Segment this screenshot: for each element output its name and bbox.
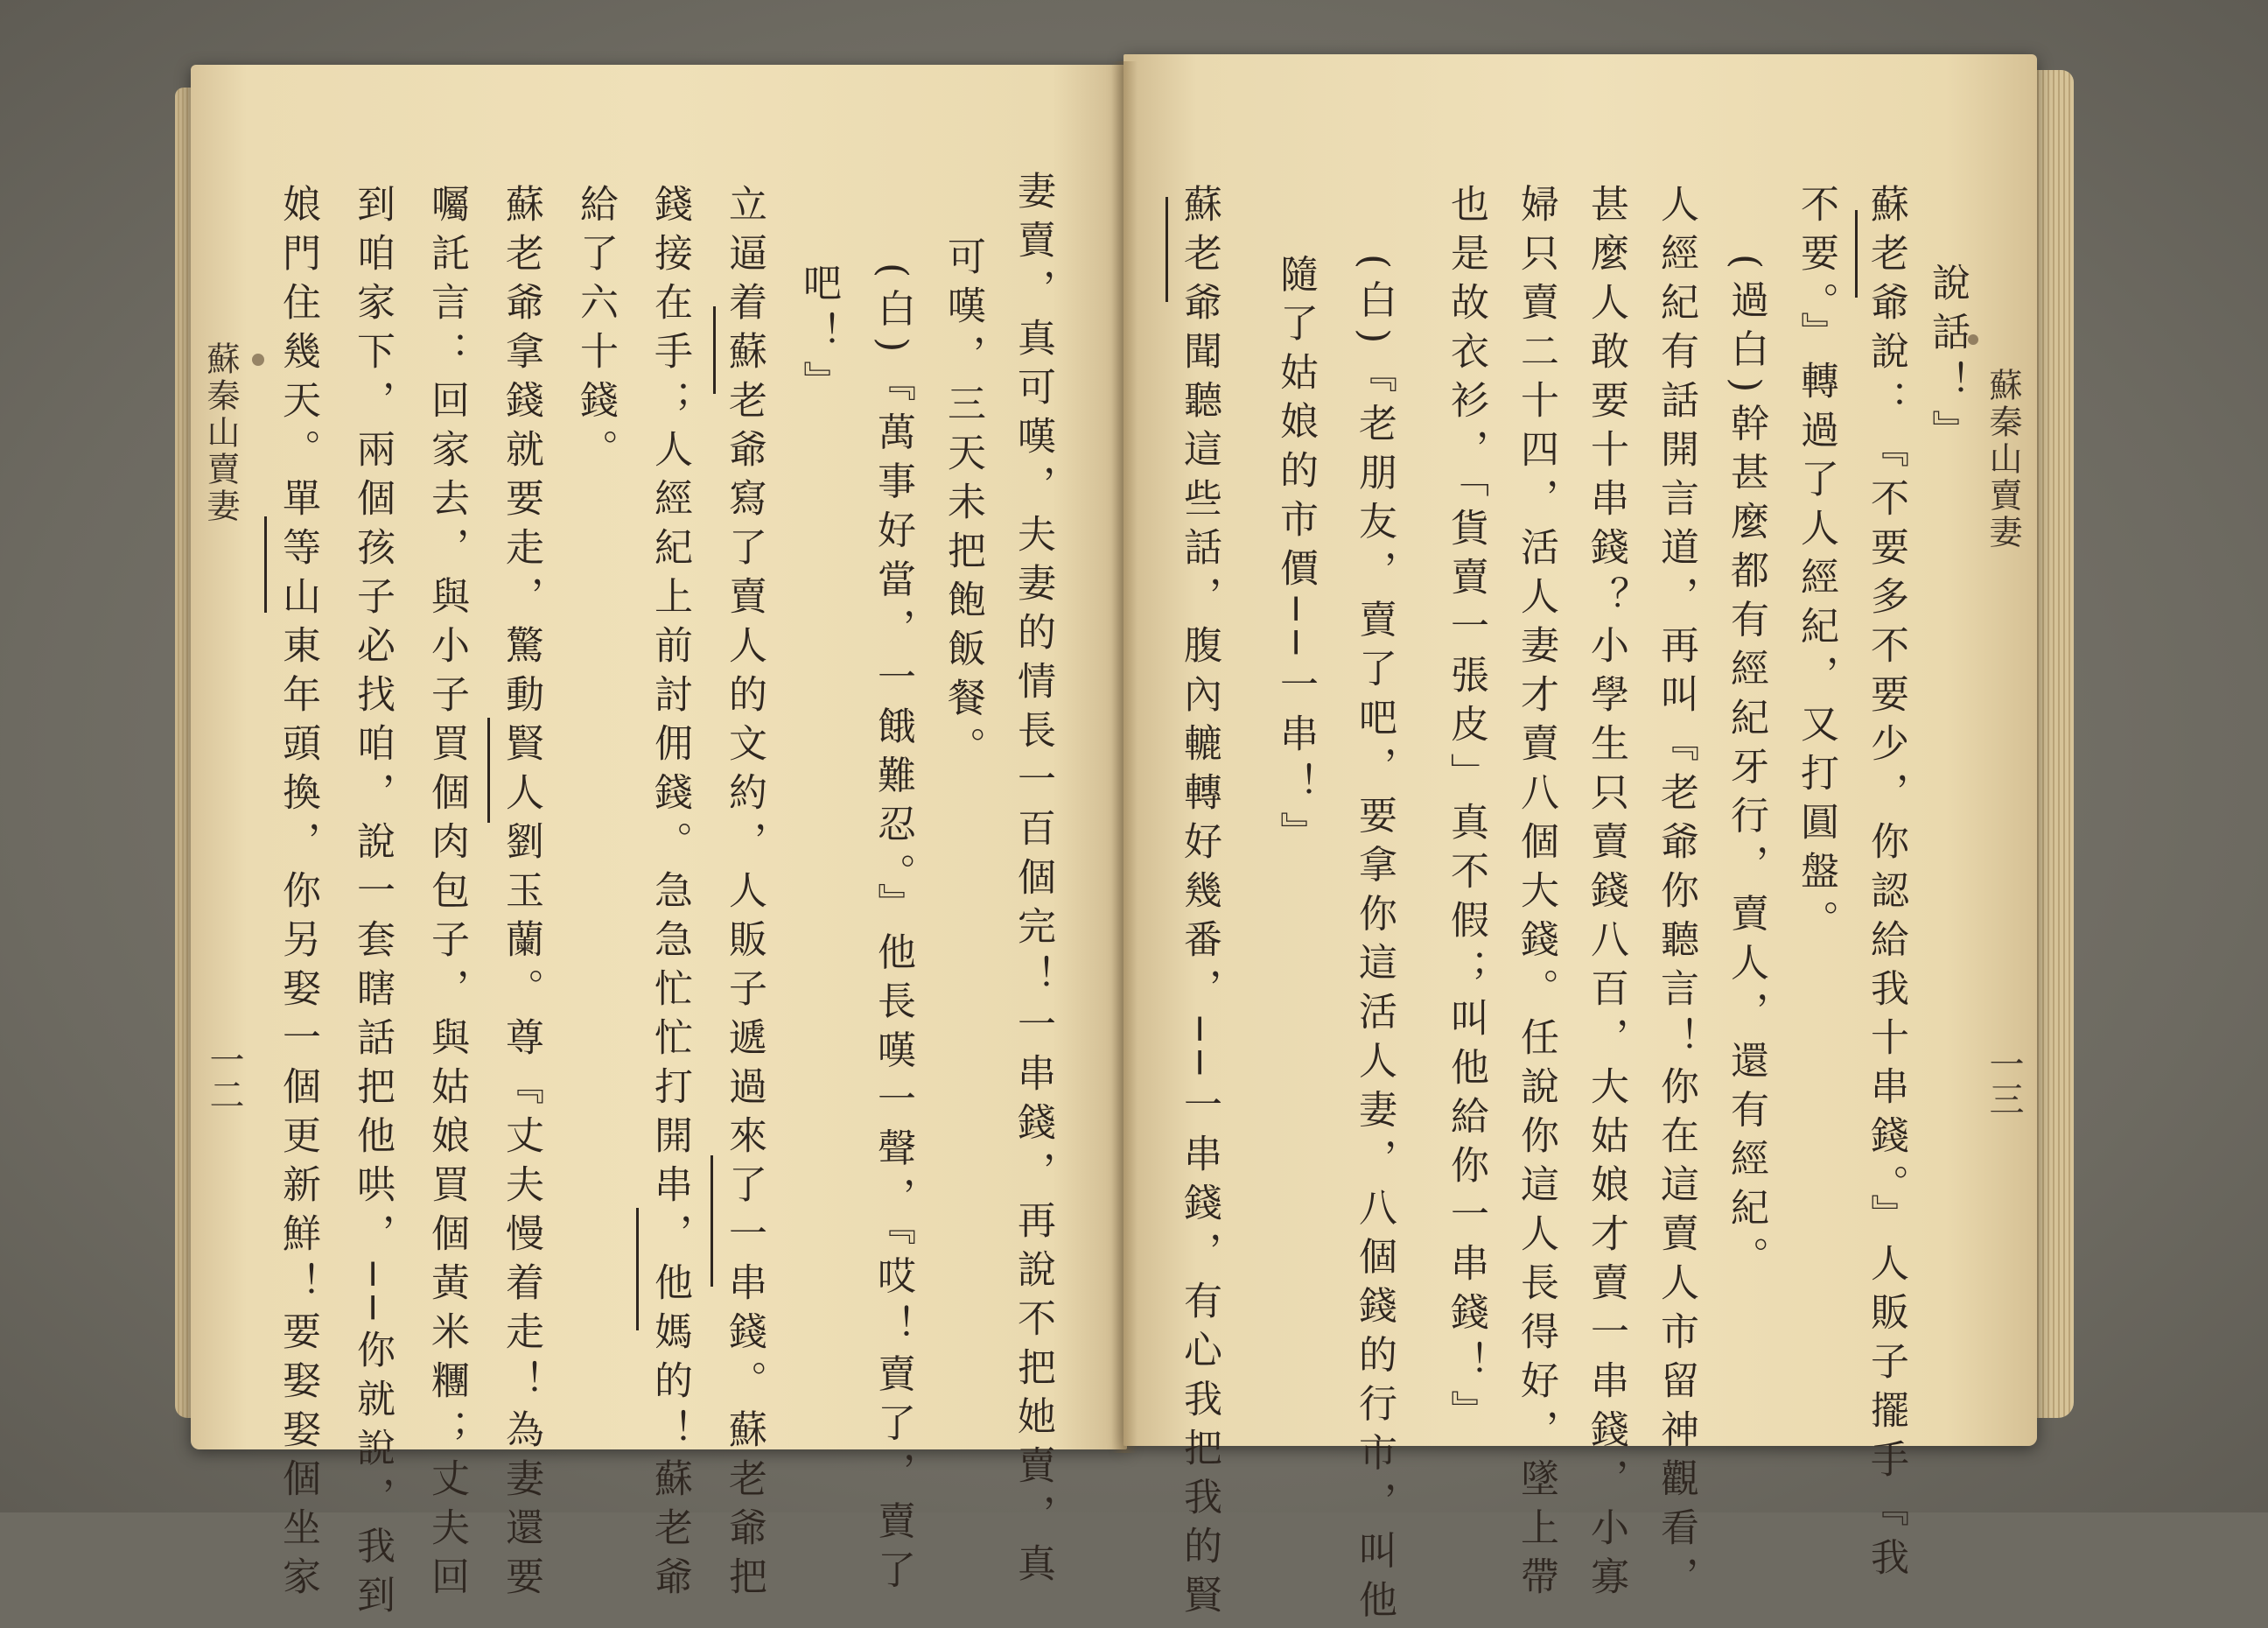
name-marker <box>710 1155 713 1287</box>
left-column-3: (白)『萬事好當，一餓難忍。』他長嘆一聲，『哎！賣了，賣了 <box>871 263 915 1599</box>
right-column-10: 隨了姑娘的市價──一串！』 <box>1273 254 1318 860</box>
name-marker <box>713 306 716 394</box>
left-column-4: 吧！』 <box>796 263 841 410</box>
left-column-1: 妻賣，真可嘆，夫妻的情長一百個完！一串錢，再說不把她賣，真 <box>1011 171 1055 1592</box>
left-margin-title: 蘇秦山賣妻 <box>201 341 240 525</box>
right-column-5: 人經紀有話開言道，再叫『老爺你聽言！你在這賣人市留神觀看， <box>1654 184 1698 1605</box>
left-column-8: 蘇老爺拿錢就要走，驚動賢人劉玉蘭。尊『丈夫慢着走！為妻還要 <box>499 184 543 1605</box>
name-marker <box>1166 197 1168 302</box>
left-page-number: 一二 <box>204 1042 244 1112</box>
right-page-number: 一三 <box>1984 1046 2024 1116</box>
name-marker <box>1855 210 1858 298</box>
left-column-10: 到咱家下，兩個孩子必找咱，說一套瞎話把他哄，──你就說，我到 <box>350 184 395 1624</box>
ink-spot <box>252 354 264 366</box>
right-column-1: 說話！』 <box>1925 263 1970 459</box>
left-column-7: 給了六十錢。 <box>573 184 618 478</box>
book-gutter <box>1111 61 1138 1453</box>
right-column-3: 不要。』轉過了人經紀，又打圓盤。 <box>1794 184 1838 949</box>
right-column-2: 蘇老爺說：『不要多不要少，你認給我十串錢。』人販子擺手『我 <box>1864 184 1908 1586</box>
name-marker <box>636 1208 639 1330</box>
right-column-6: 甚麼人敢要十串錢？小學生只賣錢八百，大姑娘才賣一串錢，小寡 <box>1584 184 1628 1605</box>
right-column-9: (白)『老朋友，賣了吧，要拿你這活人妻，八個錢的行市，叫他 <box>1352 254 1396 1628</box>
right-column-7: 婦只賣二十四，活人妻才賣八個大錢。任說你這人長得好，墜上帶 <box>1514 184 1558 1605</box>
right-column-4: (過白)幹甚麼都有經紀牙行，賣人，還有經紀。 <box>1724 254 1768 1286</box>
right-column-8: 也是故衣衫，「貨賣一張皮」真不假；叫他給你一串錢！』 <box>1444 184 1488 1439</box>
left-column-6: 錢接在手；人經紀上前討佣錢。急急忙忙打開串，他媽的！蘇老爺 <box>648 184 692 1605</box>
name-marker <box>487 718 490 823</box>
right-margin-title: 蘇秦山賣妻 <box>1984 368 2022 551</box>
name-marker <box>264 516 267 613</box>
left-column-11: 娘門住幾天。單等山東年頭換，你另娶一個更新鮮！要娶娶個坐家 <box>276 184 320 1605</box>
left-column-9: 囑託言：回家去，與小子買個肉包子，與姑娘買個黃米糰；丈夫回 <box>424 184 469 1605</box>
left-column-2: 可嘆，三天未把飽飯餐。 <box>941 236 985 775</box>
right-column-11: 蘇老爺聞聽這些話，腹內轆轉好幾番，──一串錢，有心我把我的賢 <box>1177 184 1222 1624</box>
left-column-5: 立逼着蘇老爺寫了賣人的文約，人販子遞過來了一串錢。蘇老爺把 <box>722 184 766 1605</box>
